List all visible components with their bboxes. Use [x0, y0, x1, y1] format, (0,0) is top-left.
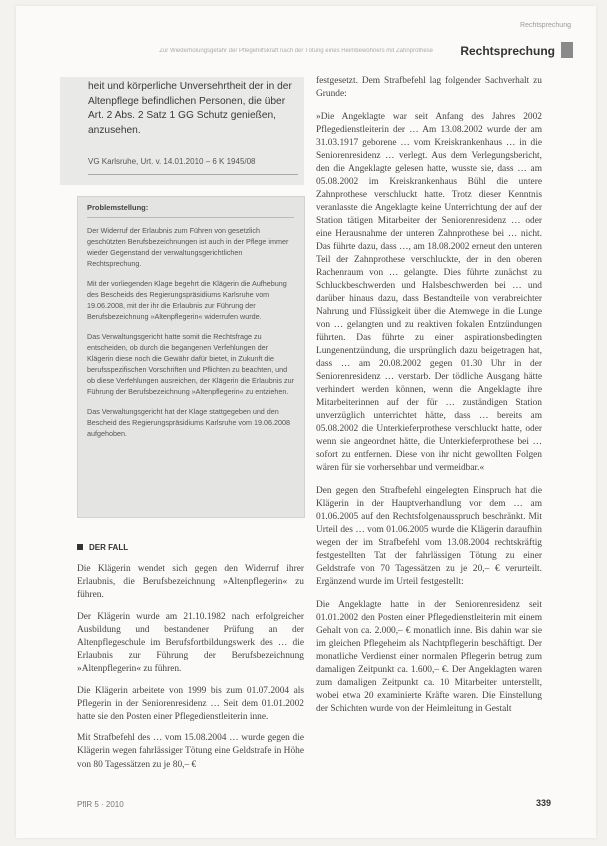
running-title: Zur Wiederholungsgefahr der Pflegehilfskraft nach der Tötung eines Heimbewohners mit Zahnprothese — [159, 48, 433, 54]
problem-paragraph: Mit der vorliegenden Klage begehrt die Klägerin die Aufhebung des Bescheids des Regierungspräsidiums Karlsruhe vom 19.06.2008, mit der ihr die Erlaubnis zur Führung der Berufsbezeichnung »Altenpflegerin« widerrufen wurde. — [87, 279, 287, 321]
body-paragraph: Die Klägerin wendet sich gegen den Widerruf ihrer Erlaubnis, die Berufsbezeichnung »Altenpflegerin« zu führen. — [77, 564, 304, 601]
left-column-body — [77, 563, 304, 780]
section-marker — [561, 42, 573, 58]
fall-heading — [77, 543, 128, 552]
divider — [88, 174, 298, 175]
body-paragraph: festgesetzt. Dem Strafbefehl lag folgender Sachverhalt zu Grunde: — [316, 76, 542, 99]
body-paragraph: Der Klägerin wurde am 21.10.1982 nach erfolgreicher Ausbildung und bestandener Prüfung an der Altenpflegeschule im Berufsfortbildungswerk des … die Erlaubnis zur Führung der Berufsbezeichnung »Altenpflegerin« zu führen. — [77, 611, 304, 675]
problem-paragraphs — [87, 225, 295, 448]
footer-journal: PflR 5 · 2010 — [77, 800, 124, 809]
header-section-small: Rechtsprechung — [520, 22, 571, 29]
body-paragraph: Mit Strafbefehl des … vom 15.08.2004 … wurde gegen die Klägerin wegen fahrlässiger Tötung eine Geldstrafe in Höhe von 80 Tagessätzen zu je 80,– € — [77, 733, 304, 770]
running-header — [20, 44, 573, 60]
divider — [87, 217, 294, 218]
problem-paragraph: Das Verwaltungsgericht hat der Klage stattgegeben und den Bescheid des Regierungspräsidiums Karlsruhe vom 19.06.2008 aufgehoben. — [87, 407, 290, 438]
leitsatz-text: heit und körperliche Unversehrtheit der in der Altenpflege befindlichen Personen, die über Art. 2 Abs. 2 Satz 1 GG Schutz genießen, anzusehen. — [88, 81, 292, 136]
body-paragraph: »Die Angeklagte war seit Anfang des Jahres 2002 Pflegedienstleiterin der … Am 13.08.2002 wurde der am 31.03.1917 geborene … vom Kreiskrankenhaus … in die Seniorenresidenz … verlegt. Aus dem Verlegungsbericht, den die Angeklagte gelesen hatte, wusste sie, dass … am 05.08.2002 im Kreiskrankenhaus Bühl die untere Zahnprothese verschluckt hatte. Trotz dieser Kenntnis veranlasste die Angeklagte keine Unterrichtung der auf der Station tätigen Mitarbeiter der Seniorenresidenz … oder eine Herausnahme der unteren Zahnprothese bei … nicht. Das führte dazu, dass …, am 18.08.2002 erneut den unteren Teil der Zahnprothese verschluckte, der in den oberen Rachenraum von … gelangte. Dies führte zunächst zu Schluckbeschwerden und Halsbeschwerden bei … und darüber hinaus dazu, dass Bestandteile von verabreichter Nahrung und Flüssigkeit über die Atemwege in die Lunge von … gelangten und zu reaktiven fokalen Entzündungen führten. Das führte zu einer aspirationsbedingten Lungenentzündung, die ursprünglich dazu beigetragen hat, dass … am 20.08.2002 gegen 01.30 Uhr in der Seniorenresidenz … verstarb. Der tödliche Ausgang hätte verhindert werden können, wenn die Angeklagte ihre Mitarbeiterinnen auf der für … zuständigen Station unverzüglich unterrichtet hätte, dass … bereits am 05.08.2002 die Unterkieferprothese verschluckt hatte, oder wenn sie angeordnet hätte, die Unterkieferprothese bei … sofort zu entfernen. Diese von ihr nicht gewollten Folgen wären für sie vorhersehbar und vermeidbar.« — [316, 112, 542, 473]
section-title: Rechtsprechung — [460, 44, 555, 58]
problem-paragraph: Der Widerruf der Erlaubnis zum Führen von gesetzlich geschützten Berufsbezeichnungen ist auch in der Pflege immer wieder Gegenstand der verwaltungsgerichtlichen Rechtsprechung. — [87, 226, 289, 268]
problem-paragraph: Das Verwaltungsgericht hatte somit die Rechtsfrage zu entscheiden, ob durch die begangenen Verfehlungen der Klägerin diese noch die Gewähr dafür bietet, in Zukunft die berufsspezifischen Vorschriften und Pflichten zu beachten, und ob diese Verfehlungen ausreichen, der Klägerin die Erlaubnis zur Führung der Berufsbezeichnung »Altenpflegerin« zu entziehen. — [87, 332, 294, 396]
bullet-square-icon — [77, 544, 83, 550]
leitsatz-citation: VG Karlsruhe, Urt. v. 14.01.2010 – 6 K 1945/08 — [88, 157, 256, 166]
body-paragraph: Die Klägerin arbeitete von 1999 bis zum 01.07.2004 als Pflegerin in der Seniorenresidenz … Seit dem 01.01.2002 hatte sie den Posten einer Pflegedienstleiterin inne. — [77, 685, 304, 723]
page-number: 339 — [535, 798, 551, 808]
body-paragraph: Den gegen den Strafbefehl eingelegten Einspruch hat die Klägerin in der Hauptverhandlung vor dem … am 01.06.2005 auf den Rechtsfolgenausspruch beschränkt. Mit Urteil des … vom 01.06.2005 wurde die Klägerin daraufhin wegen der im Strafbefehl vom 13.08.2004 rechtskräftig festgestellten Tat der fahrlässigen Tötung zu einer Geldstrafe von 70 Tagessätzen zu je 20,– € verurteilt. Ergänzend wurde im Urteil festgestellt: — [316, 486, 542, 587]
body-paragraph: Die Angeklagte hatte in der Seniorenresidenz seit 01.01.2002 den Posten einer Pflegedienstleiterin mit einem Gehalt von ca. 2.000,– € monatlich inne. Bis dahin war sie im gleichen Pflegeheim als Nachtpflegerin beschäftigt. Der monatliche Verdienst einer normalen Pflegerin betrug zum damaligen Zeitpunkt ca. 1.600,– €. Der Angeklagten waren zum damaligen Zeitpunkt ca. 10 Mitarbeiter unterstellt, wobei etwa 20 examinierte Kräfte waren. Die Einstellung der Schichten wurde von der Heimleitung in Gestalt — [316, 600, 542, 714]
fall-heading-label: DER FALL — [89, 543, 129, 552]
problem-title: Problemstellung: — [87, 203, 149, 212]
right-column-body — [316, 75, 542, 726]
